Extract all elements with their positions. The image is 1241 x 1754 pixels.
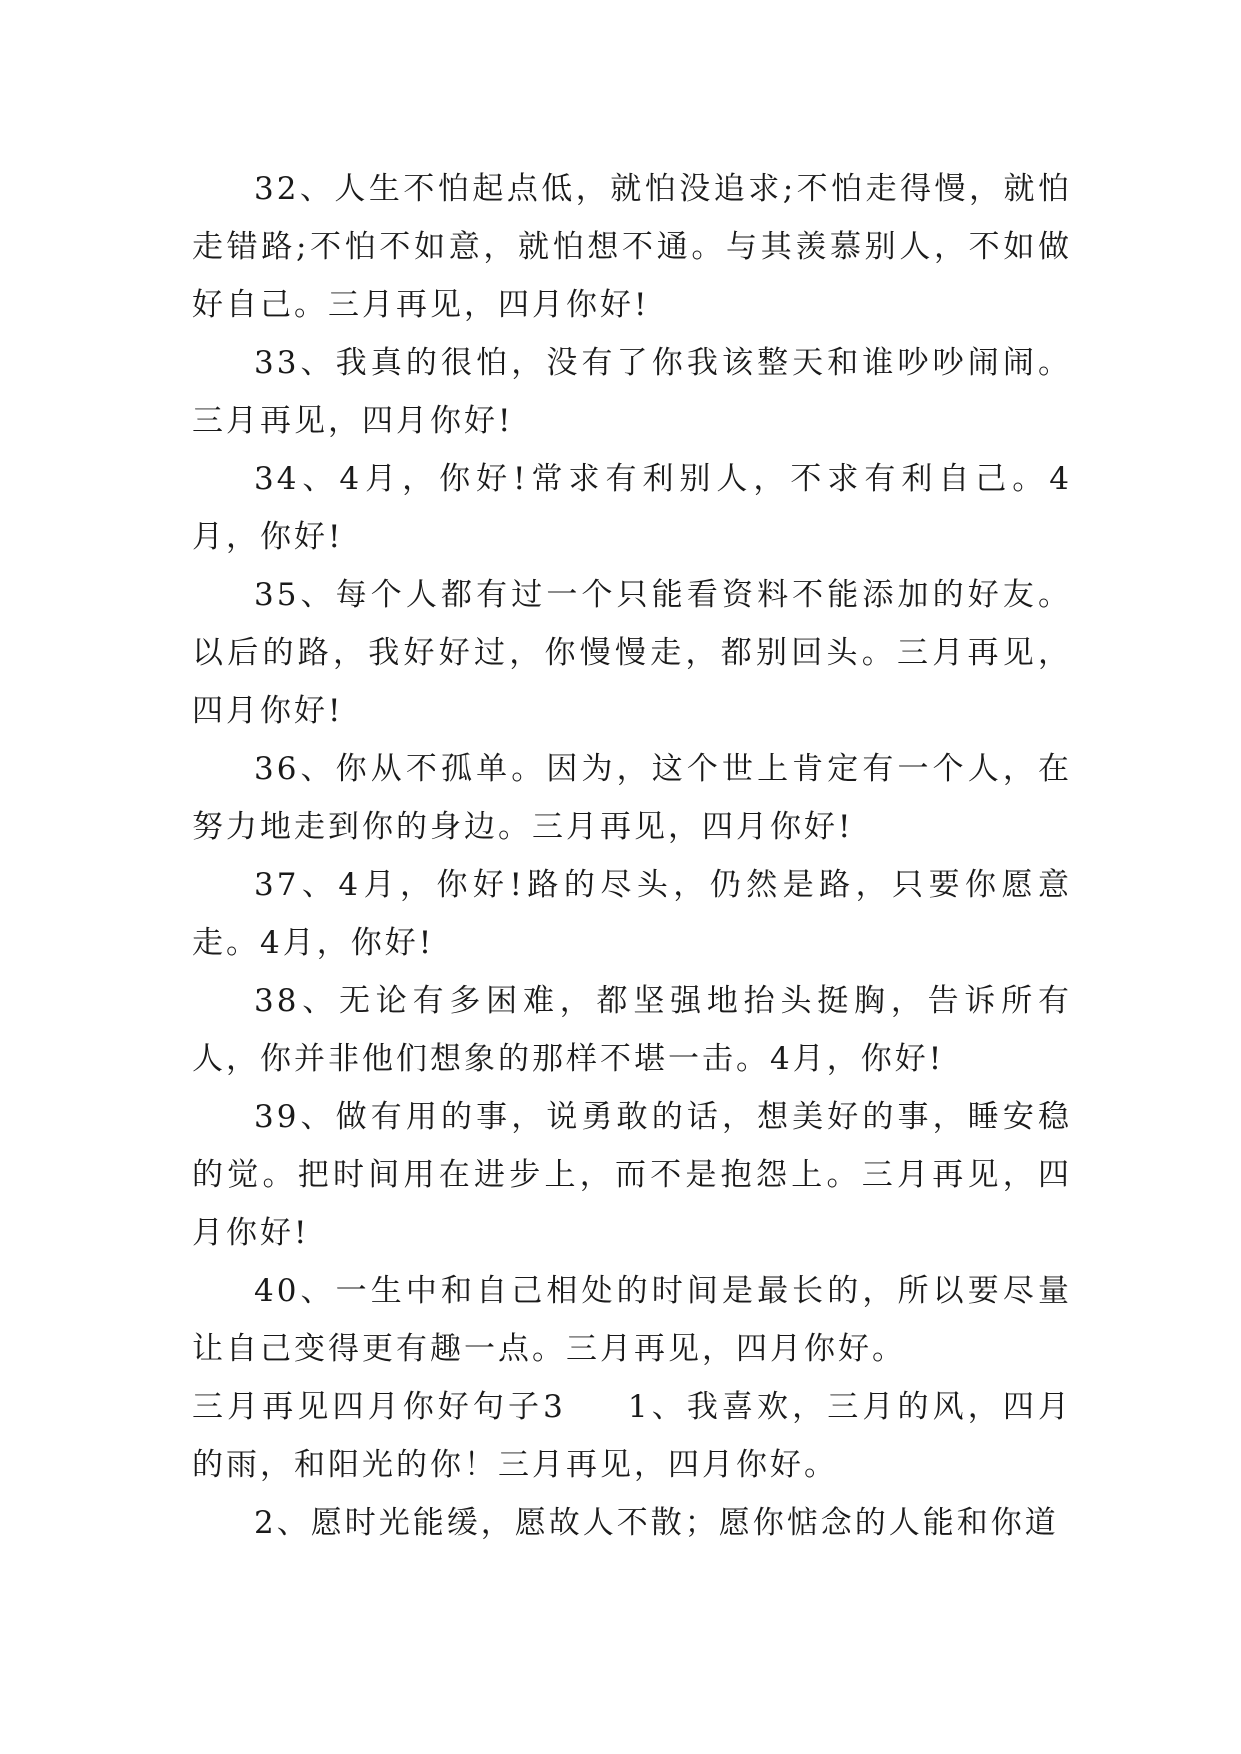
section-paragraph	[192, 1378, 1072, 1494]
paragraph-35: 35、每个人都有过一个只能看资料不能添加的好友。以后的路，我好好过，你慢慢走，都别回头。三月再见，四月你好!	[192, 577, 1072, 729]
paragraph-32: 32、人生不怕起点低，就怕没追求;不怕走得慢，就怕走错路;不怕不如意，就怕想不通。与其羡慕别人，不如做好自己。三月再见，四月你好!	[192, 171, 1072, 323]
document-body	[192, 160, 1072, 1552]
paragraph-38: 38、无论有多困难，都坚强地抬头挺胸，告诉所有人，你并非他们想象的那样不堪一击。4月，你好!	[192, 983, 1072, 1077]
paragraph-33: 33、我真的很怕，没有了你我该整天和谁吵吵闹闹。三月再见，四月你好!	[192, 345, 1072, 439]
paragraph-40: 40、一生中和自己相处的时间是最长的，所以要尽量让自己变得更有趣一点。三月再见，四月你好。	[192, 1273, 1072, 1367]
section-first-item: 1、我喜欢，三月的风，四月的雨，和阳光的你！三月再见，四月你好。	[192, 1389, 1072, 1483]
paragraph-39: 39、做有用的事，说勇敢的话，想美好的事，睡安稳的觉。把时间用在进步上，而不是抱怨上。三月再见，四月你好!	[192, 1099, 1072, 1251]
section-heading: 三月再见四月你好句子3	[192, 1389, 566, 1425]
paragraph-2: 2、愿时光能缓，愿故人不散；愿你惦念的人能和你道	[254, 1505, 1059, 1541]
paragraph-36: 36、你从不孤单。因为，这个世上肯定有一个人，在努力地走到你的身边。三月再见，四月你好!	[192, 751, 1072, 845]
paragraph-37: 37、4月，你好!路的尽头，仍然是路，只要你愿意走。4月，你好!	[192, 867, 1072, 961]
paragraph-34: 34、4月，你好!常求有利别人，不求有利自己。4月，你好!	[192, 461, 1072, 555]
